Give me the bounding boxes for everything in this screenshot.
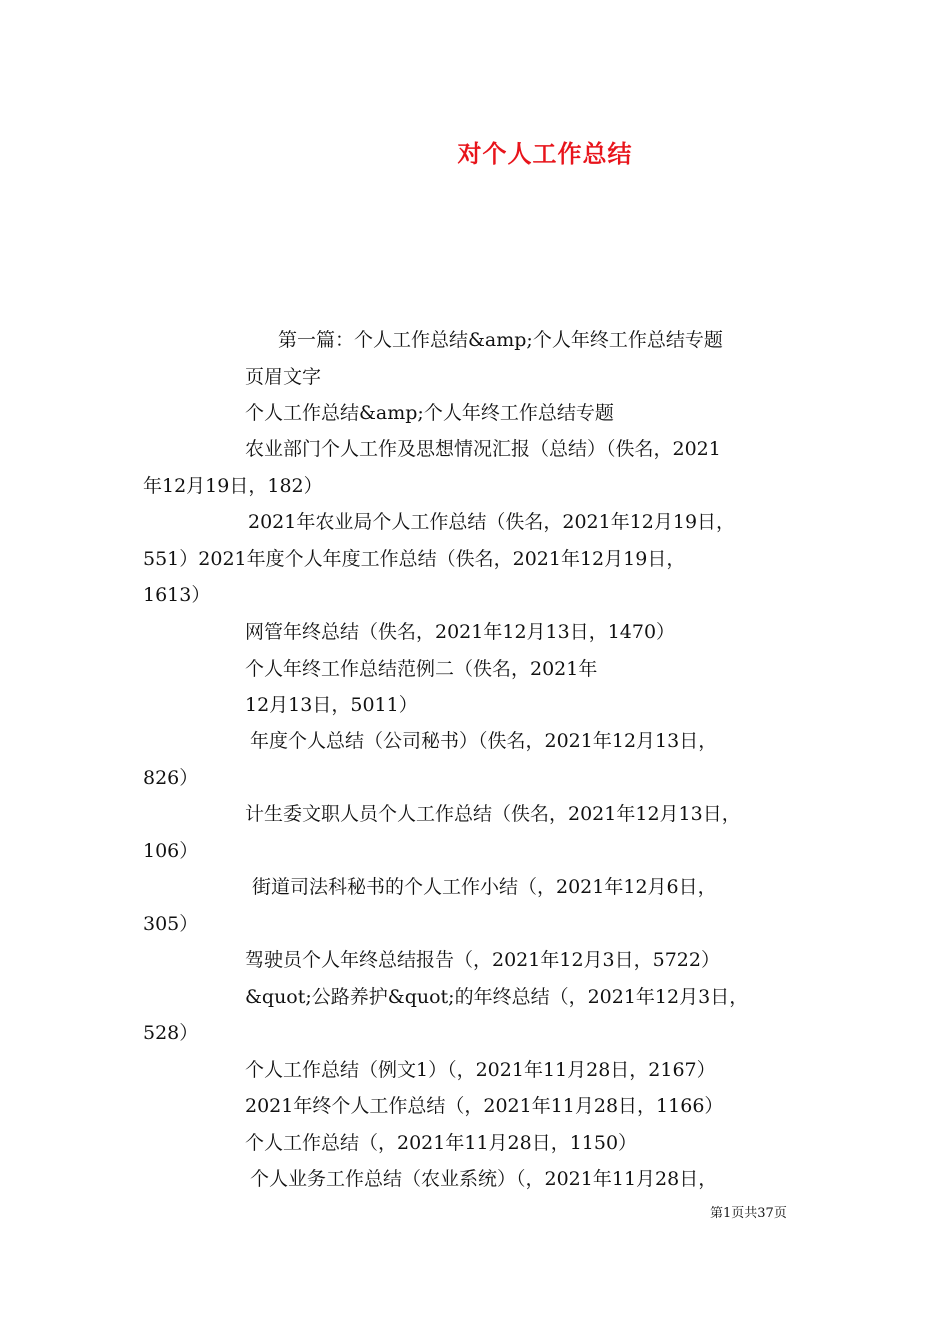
text-line: 驾驶员个人年终总结报告（，2021年12月3日，5722） [245, 949, 720, 971]
text-line: 个人工作总结（例文1）（，2021年11月28日，2167） [245, 1059, 716, 1081]
text-line: 106） [143, 840, 199, 862]
document-title: 对个人工作总结 [457, 140, 633, 168]
text-line: 528） [143, 1022, 199, 1044]
text-line: 1613） [143, 584, 211, 606]
text-line: 年度个人总结（公司秘书）（佚名，2021年12月13日， [250, 730, 718, 752]
text-line: 826） [143, 767, 199, 789]
text-line: 个人业务工作总结（农业系统）（，2021年11月28日， [250, 1168, 718, 1190]
text-line: 农业部门个人工作及思想情况汇报（总结）（佚名，2021 [245, 438, 721, 460]
text-line: 计生委文职人员个人工作总结（佚名，2021年12月13日， [245, 803, 741, 825]
text-line: 个人工作总结&amp;个人年终工作总结专题 [245, 402, 614, 424]
text-line: 551）2021年度个人年度工作总结（佚名，2021年12月19日， [143, 548, 686, 570]
text-line: 街道司法科秘书的个人工作小结（，2021年12月6日， [252, 876, 717, 898]
text-line: 2021年终个人工作总结（，2021年11月28日，1166） [245, 1095, 724, 1117]
text-line: 第一篇：个人工作总结&amp;个人年终工作总结专题 [278, 329, 723, 351]
page-footer: 第1页共37页 [710, 1206, 787, 1221]
text-line: 年12月19日，182） [143, 475, 323, 497]
text-line: 页眉文字 [245, 366, 322, 388]
text-line: 网管年终总结（佚名，2021年12月13日，1470） [245, 621, 676, 643]
text-line: 2021年农业局个人工作总结（佚名，2021年12月19日， [248, 511, 736, 533]
text-line: 305） [143, 913, 199, 935]
text-line: 个人年终工作总结范例二（佚名，2021年 [245, 658, 598, 680]
text-line: 个人工作总结（，2021年11月28日，1150） [245, 1132, 638, 1154]
text-line: &quot;公路养护&quot;的年终总结（，2021年12月3日， [245, 986, 749, 1008]
text-line: 12月13日，5011） [245, 694, 418, 716]
